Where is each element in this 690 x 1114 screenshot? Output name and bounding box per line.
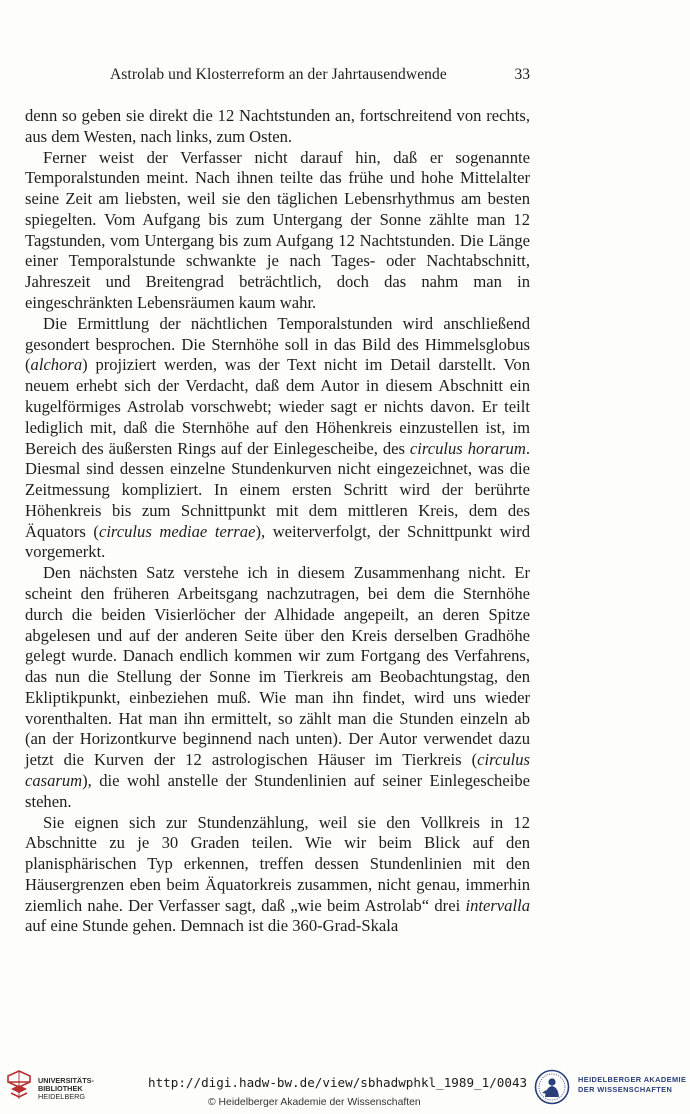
copyright-notice: © Heidelberger Akademie der Wissenschaften bbox=[208, 1097, 421, 1108]
text-run: . Diesmal sind dessen einzelne Stundenkurven nicht eingezeichnet, was die Zeitmessung kompliziert. In einem ersten Schritt wird der berührte Höhenkreis bis zum Schnittpunkt mit dem mittleren Kreis, dem des Äquators ( bbox=[25, 438, 530, 541]
latin-term: circulus horarum bbox=[409, 438, 526, 458]
body-paragraph bbox=[25, 106, 530, 148]
latin-term: intervalla bbox=[465, 895, 530, 915]
ub-line-3: HEIDELBERG bbox=[38, 1092, 86, 1102]
text-run: auf eine Stunde gehen. Demnach ist die 360-Grad-Skala bbox=[25, 916, 399, 936]
body-paragraph bbox=[25, 148, 530, 314]
text-run: Ferner weist der Verfasser nicht darauf hin, daß er sogenannte Temporalstunden meint. Nach ihnen teilte das frühe und hohe Mittelalter seine Zeit am liebsten, weil sie den täglichen Lebensrhythmus am besten spiegelten. Vom Aufgang bis zum Untergang der Sonne zählte man 12 Tagstunden, vom Untergang bis zum Aufgang 12 Nachtstunden. Die Länge einer Temporalstunde schwankte je nach Tages- oder Nachtabschnitt, Jahreszeit und Breitengrad beträchtlich, doch das nahm man in eingeschränkten Lebensräumen kaum wahr. bbox=[25, 147, 530, 313]
permalink-url[interactable]: http://digi.hadw-bw.de/view/sbhadwphkl_1989_1/0043 bbox=[148, 1075, 528, 1090]
latin-term: circulus casarum bbox=[25, 750, 530, 790]
running-title: Astrolab und Klosterreform an der Jahrtausendwende bbox=[110, 66, 447, 83]
hadw-line-1: HEIDELBERGER AKADEMIE bbox=[578, 1075, 687, 1084]
latin-term: alchora bbox=[30, 355, 83, 375]
page-number: 33 bbox=[514, 66, 530, 83]
text-run: ), weiterverfolgt, der Schnittpunkt wird vorgemerkt. bbox=[25, 521, 530, 562]
text-run: Sie eignen sich zur Stundenzählung, weil sie den Vollkreis in 12 Abschnitte zu je 30 Graden teilen. Wie wir beim Blick auf den planisphärischen Typ erkennen, treffen dessen Stundenlinien mit den Häusergrenzen eben beim Äquatorkreis zusammen, nicht genau, immerhin ziemlich nahe. Der Verfasser sagt, daß „wie beim Astrolab“ drei bbox=[25, 812, 530, 915]
hadw-line-2: DER WISSENSCHAFTEN bbox=[578, 1085, 673, 1094]
body-text bbox=[25, 106, 530, 937]
academy-seal-icon bbox=[534, 1069, 570, 1105]
university-library-name bbox=[38, 1077, 94, 1102]
latin-term: circulus mediae terrae bbox=[98, 521, 256, 541]
text-run: denn so geben sie direkt die 12 Nachtstunden an, fortschreitend von rechts, aus dem Westen, nach links, zum Osten. bbox=[25, 106, 530, 146]
body-paragraph bbox=[25, 563, 530, 812]
academy-name bbox=[578, 1075, 686, 1095]
text-run: Die Ermittlung der nächtlichen Temporalstunden wird anschließend gesondert besprochen. Die Sternhöhe soll in das Bild des Himmelsglobus ( bbox=[25, 313, 530, 375]
ub-line-2: BIBLIOTHEK bbox=[38, 1084, 83, 1094]
body-paragraph bbox=[25, 813, 530, 938]
text-run: Den nächsten Satz verstehe ich in diesem Zusammenhang nicht. Er scheint den früheren Arbeitsgang nachzutragen, bei dem die Sternhöhe durch die beiden Visierlöcher der Alhidade angepeilt, an deren Spitze abgelesen und auf der anderen Seite über den Kreis derselben Gradhöhe gelegt wurde. Danach endlich kommen wir zum Fortgang des Verfahrens, das nun die Stellung der Sonne im Tierkreis am Beobachtungstag, den Ekliptikpunkt, einbeziehen muß. Wie man ihn findet, wird uns wieder vorenthalten. Hat man ihn ermittelt, so zählt man die Stunden einzeln ab (an der Horizontkurve beginnend nach unten). Der Autor verwendet dazu jetzt die Kurven der 12 astrologischen Häuser im Tierkreis ( bbox=[25, 563, 530, 770]
text-run: ), die wohl anstelle der Stundenlinien auf seiner Einlegescheibe stehen. bbox=[25, 771, 530, 811]
text-run: ) projiziert werden, was der Text nicht im Detail darstellt. Von neuem erhebt sich der Verdacht, daß dem Autor in diesem Abschnitt ein kugelförmiges Astrolab vorschwebt; wieder sagt er nichts davon. Er teilt lediglich mit, daß die Sternhöhe auf den Höhenkreis einzustellen ist, im Bereich des äußersten Rings auf der Einlegescheibe, des bbox=[25, 355, 530, 458]
body-paragraph bbox=[25, 314, 530, 563]
ub-line-1: UNIVERSITÄTS- bbox=[38, 1076, 94, 1085]
university-library-emblem-icon bbox=[6, 1070, 32, 1100]
